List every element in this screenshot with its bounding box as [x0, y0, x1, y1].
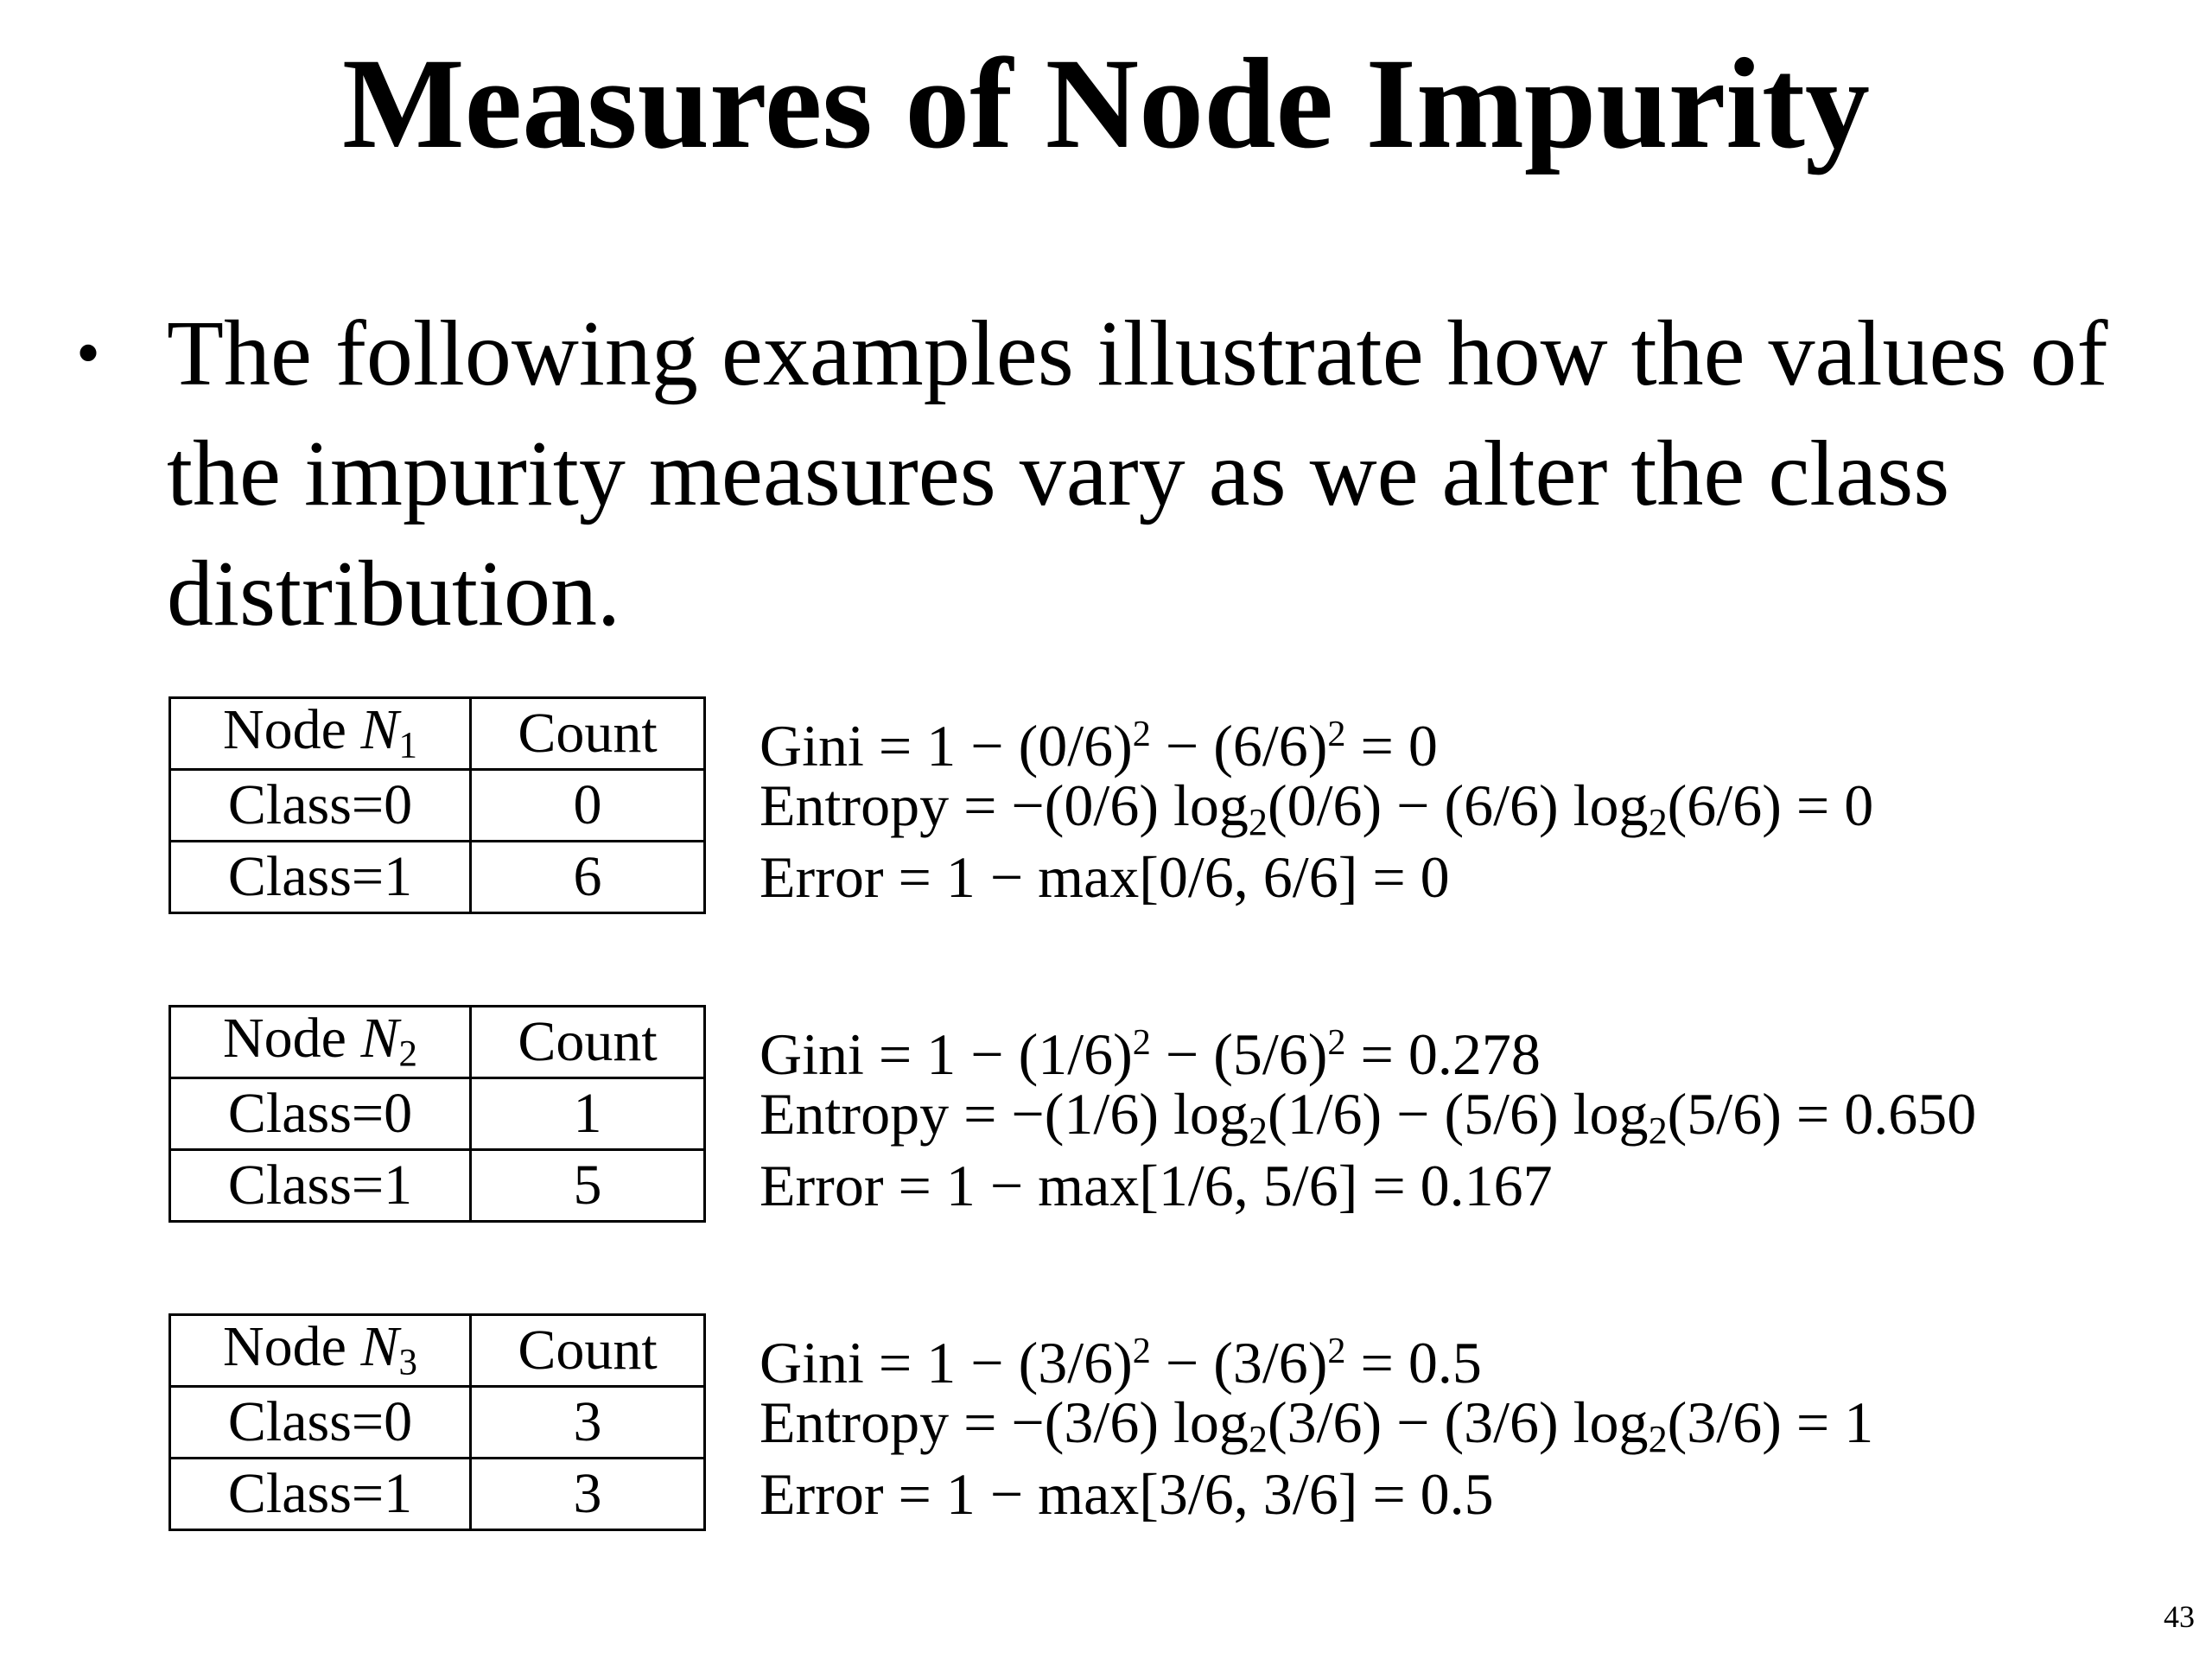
- table-row: [170, 770, 705, 842]
- page-number: 43: [2164, 1599, 2195, 1634]
- entropy-label: Entropy: [760, 1389, 950, 1455]
- bullet-text: The following examples illustrate how the values of the impurity measures vary as we alter the class distribution.: [167, 302, 2108, 645]
- node-header-label: Node: [223, 1007, 346, 1071]
- gini-mid: − (5/6): [1150, 1021, 1328, 1088]
- class-label-cell: Class=1: [170, 1150, 471, 1222]
- error-label: Error: [760, 1153, 884, 1218]
- node-header-label: Node: [223, 698, 346, 762]
- entropy-part: = −(1/6) log: [949, 1081, 1249, 1147]
- log-base: 2: [1248, 801, 1268, 844]
- count-value-cell: 0: [471, 770, 705, 842]
- example-node-3: [168, 1313, 1873, 1531]
- error-expr: = 1 − max[3/6, 3/6] = 0.5: [883, 1461, 1494, 1527]
- gini-exponent: 2: [1327, 1331, 1346, 1371]
- error-label: Error: [760, 1461, 884, 1527]
- entropy-label: Entropy: [760, 772, 950, 838]
- gini-result: = 0: [1345, 713, 1438, 779]
- node-header-cell: [170, 1315, 471, 1387]
- count-header-cell: Count: [471, 698, 705, 770]
- class-label-cell: Class=1: [170, 842, 471, 913]
- table-row: [170, 1078, 705, 1150]
- formulas-1: [760, 696, 1873, 913]
- gini-label: Gini: [760, 1330, 864, 1396]
- entropy-part: (1/6) − (5/6) log: [1267, 1081, 1649, 1147]
- table-row: [170, 842, 705, 913]
- error-expr: = 1 − max[1/6, 5/6] = 0.167: [883, 1153, 1553, 1218]
- node-table-3: [168, 1313, 706, 1531]
- gini-label: Gini: [760, 713, 864, 779]
- entropy-part: (5/6) = 0.650: [1667, 1081, 1977, 1147]
- entropy-part: (0/6) − (6/6) log: [1267, 772, 1649, 838]
- log-base: 2: [1648, 1109, 1668, 1153]
- gini-formula: [760, 1007, 1976, 1088]
- entropy-part: (3/6) = 1: [1667, 1389, 1874, 1455]
- count-value-cell: 3: [471, 1459, 705, 1530]
- entropy-formula: [760, 770, 1873, 842]
- node-table-2: [168, 1005, 706, 1223]
- entropy-label: Entropy: [760, 1081, 950, 1147]
- formulas-3: [760, 1313, 1873, 1530]
- class-label-cell: Class=0: [170, 1078, 471, 1150]
- entropy-formula: [760, 1387, 1873, 1459]
- node-header-cell: [170, 1007, 471, 1078]
- error-expr: = 1 − max[0/6, 6/6] = 0: [883, 844, 1450, 910]
- gini-mid: − (3/6): [1150, 1330, 1328, 1396]
- node-subscript: 1: [398, 725, 417, 766]
- error-formula: [760, 1150, 1976, 1222]
- node-header-label: Node: [223, 1315, 346, 1379]
- table-header-row: [170, 1007, 705, 1078]
- table-row: [170, 1459, 705, 1530]
- gini-result: = 0.5: [1345, 1330, 1482, 1396]
- gini-exponent: 2: [1327, 714, 1346, 754]
- gini-mid: − (6/6): [1150, 713, 1328, 779]
- gini-expr: = 1 − (3/6): [878, 1330, 1133, 1396]
- node-table-1: [168, 696, 706, 914]
- gini-exponent: 2: [1132, 1331, 1151, 1371]
- class-label-cell: Class=0: [170, 1387, 471, 1459]
- class-label-cell: Class=0: [170, 770, 471, 842]
- count-value-cell: 6: [471, 842, 705, 913]
- node-subscript: 2: [398, 1033, 417, 1075]
- node-header-cell: [170, 698, 471, 770]
- error-label: Error: [760, 844, 884, 910]
- log-base: 2: [1648, 801, 1668, 844]
- entropy-part: = −(0/6) log: [949, 772, 1249, 838]
- node-symbol: N: [360, 698, 399, 762]
- gini-expr: = 1 − (0/6): [878, 713, 1133, 779]
- slide-title: Measures of Node Impurity: [342, 32, 1870, 175]
- bullet-point: [76, 294, 2167, 654]
- log-base: 2: [1648, 1418, 1668, 1461]
- gini-label: Gini: [760, 1021, 864, 1088]
- gini-result: = 0.278: [1345, 1021, 1541, 1088]
- node-subscript: 3: [398, 1342, 417, 1383]
- class-label-cell: Class=1: [170, 1459, 471, 1530]
- count-value-cell: 1: [471, 1078, 705, 1150]
- count-value-cell: 5: [471, 1150, 705, 1222]
- error-formula: [760, 842, 1873, 913]
- gini-exponent: 2: [1327, 1022, 1346, 1063]
- gini-exponent: 2: [1132, 1022, 1151, 1063]
- entropy-part: (6/6) = 0: [1667, 772, 1874, 838]
- error-formula: [760, 1459, 1873, 1530]
- gini-exponent: 2: [1132, 714, 1151, 754]
- count-value-cell: 3: [471, 1387, 705, 1459]
- gini-formula: [760, 698, 1873, 779]
- count-header-cell: Count: [471, 1315, 705, 1387]
- gini-formula: [760, 1315, 1873, 1396]
- example-node-1: [168, 696, 1873, 914]
- log-base: 2: [1248, 1418, 1268, 1461]
- node-symbol: N: [360, 1315, 399, 1379]
- log-base: 2: [1248, 1109, 1268, 1153]
- example-node-2: [168, 1005, 1976, 1223]
- gini-expr: = 1 − (1/6): [878, 1021, 1133, 1088]
- table-header-row: [170, 1315, 705, 1387]
- formulas-2: [760, 1005, 1976, 1222]
- count-header-cell: Count: [471, 1007, 705, 1078]
- entropy-formula: [760, 1078, 1977, 1153]
- table-row: [170, 1150, 705, 1222]
- node-symbol: N: [360, 1007, 399, 1071]
- entropy-part: = −(3/6) log: [949, 1389, 1249, 1455]
- table-header-row: [170, 698, 705, 770]
- bullet-dot-icon: •: [76, 315, 101, 391]
- table-row: [170, 1387, 705, 1459]
- entropy-part: (3/6) − (3/6) log: [1267, 1389, 1649, 1455]
